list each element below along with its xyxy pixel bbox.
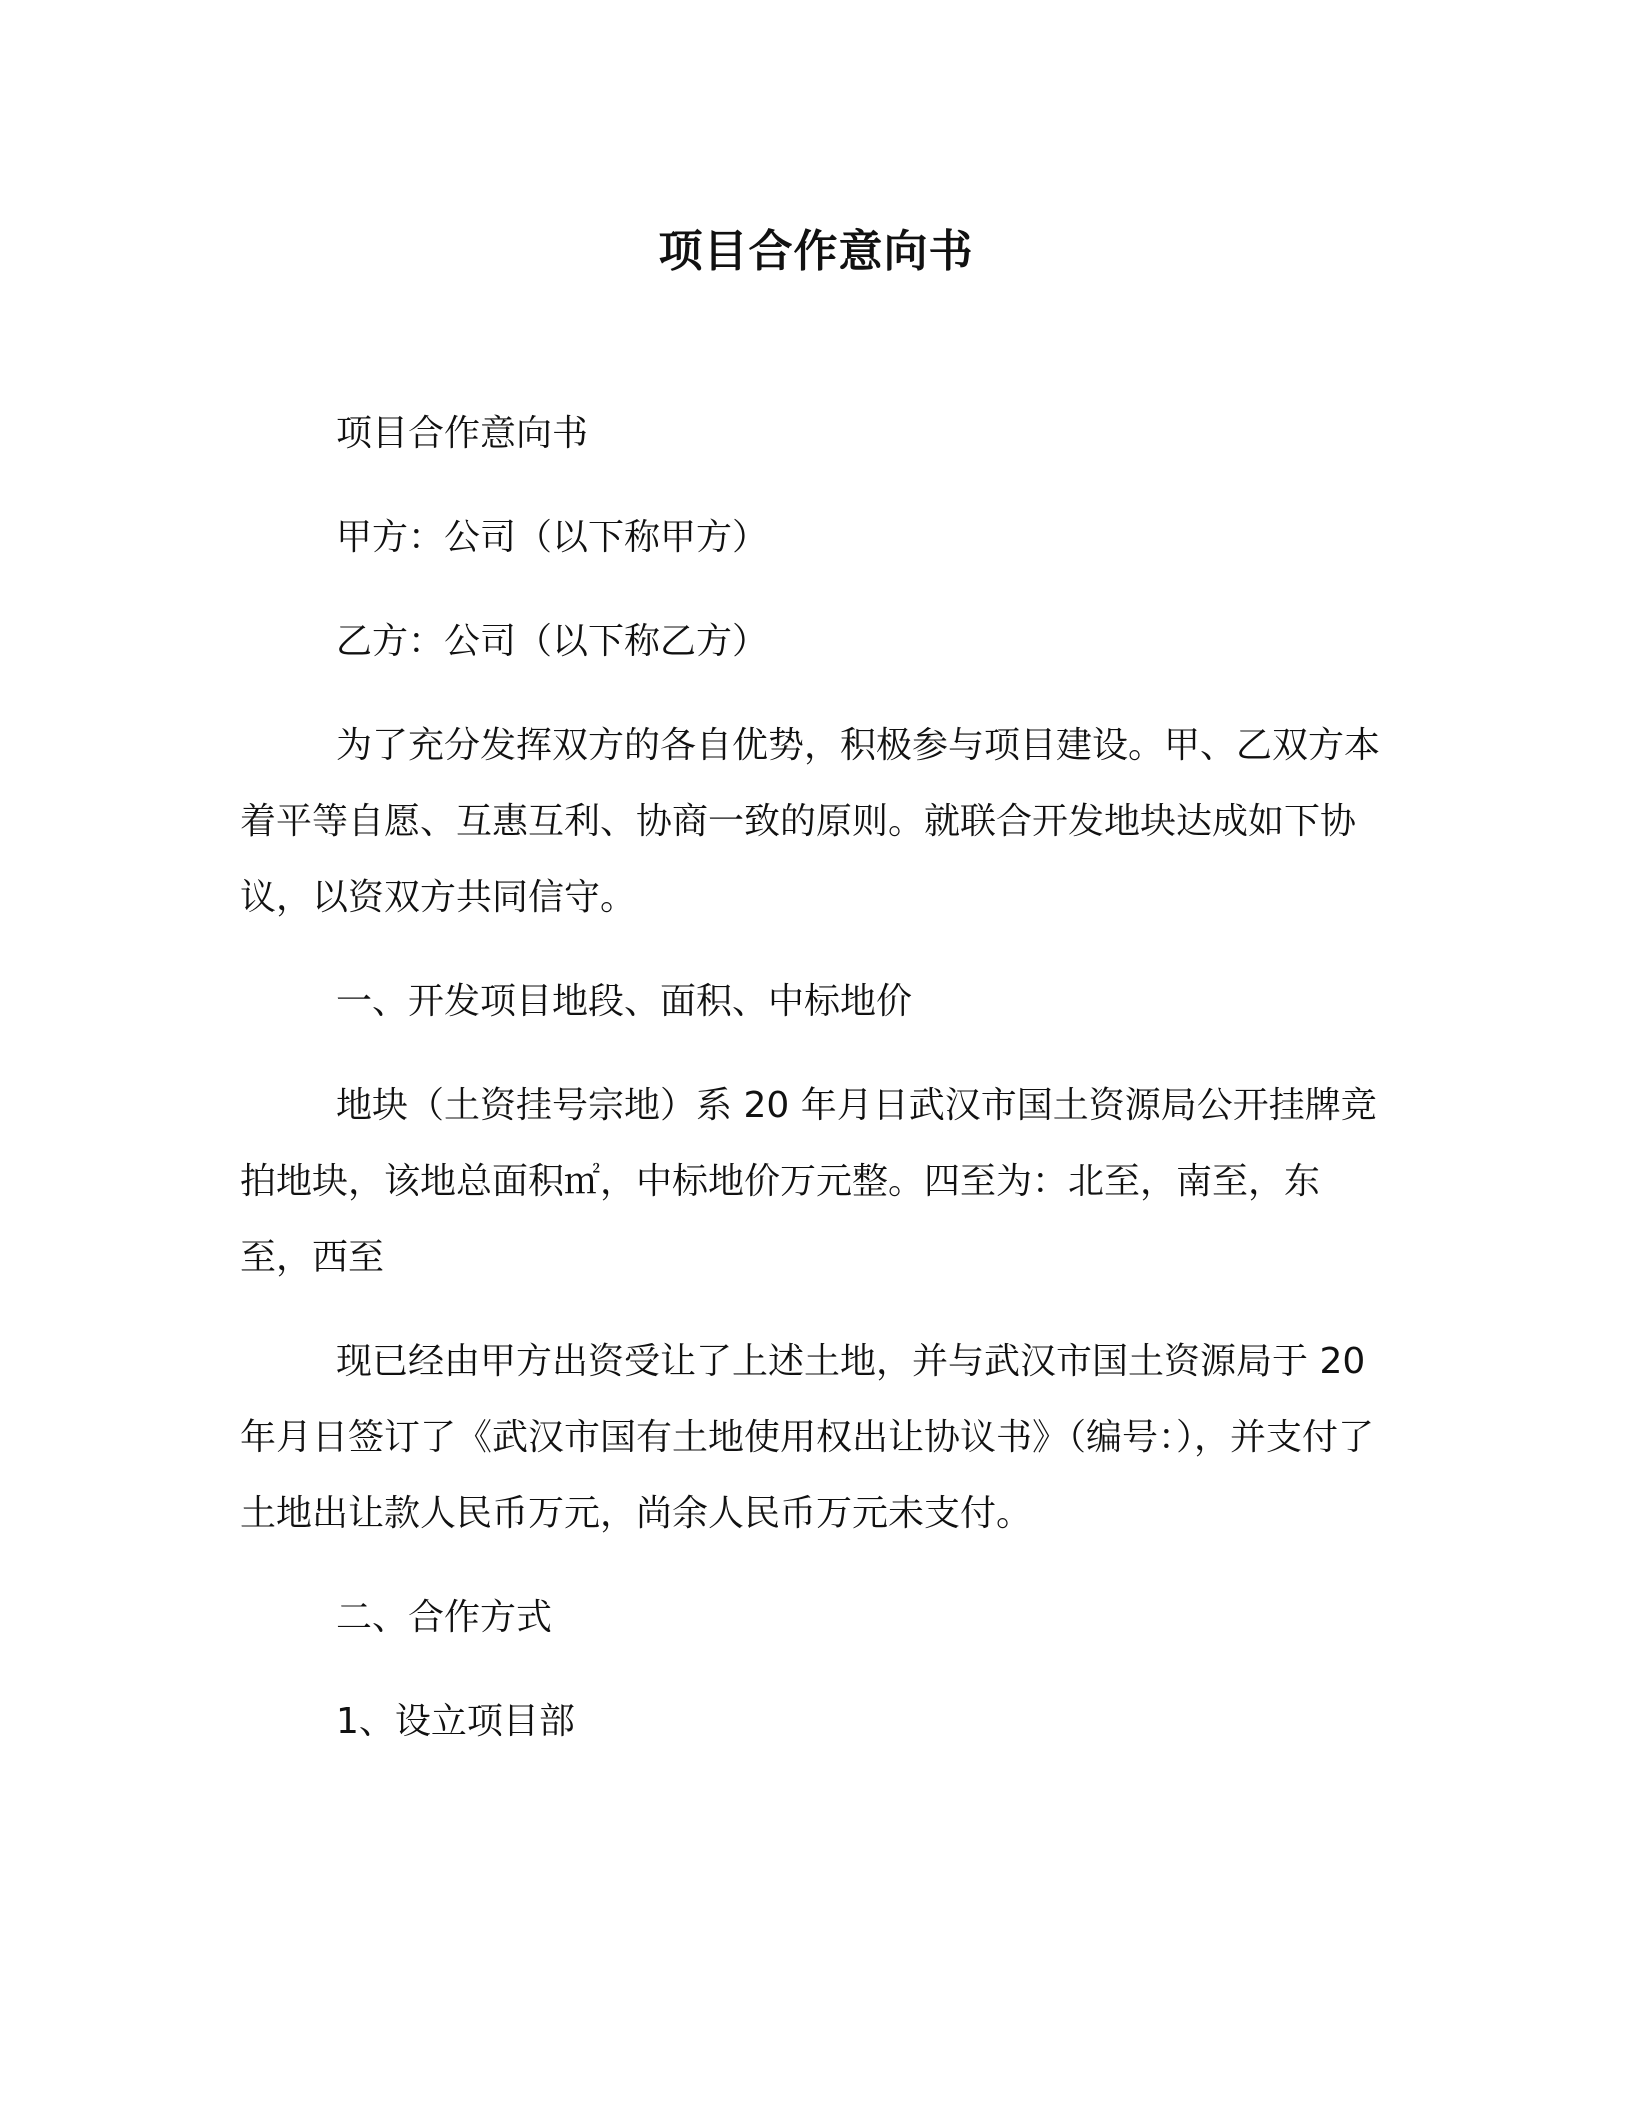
section-heading-2: 二、合作方式 (336, 1597, 553, 1638)
paragraph-land-info: 地块（土资挂号宗地）系 20 年月日武汉市国土资源局公开挂牌竞拍地块，该地总面积㎡，中标地价万元整。四至为：北至，南至，东至，西至 (240, 1085, 1377, 1278)
paragraph-heading: 项目合作意向书 (336, 413, 589, 454)
paragraph-party-b: 乙方：公司（以下称乙方） (336, 621, 769, 662)
paragraph-party-a: 甲方：公司（以下称甲方） (336, 517, 769, 558)
document-title: 项目合作意向书 (658, 226, 974, 277)
paragraph-purpose: 为了充分发挥双方的各自优势，积极参与项目建设。甲、乙双方本着平等自愿、互惠互利、协商一致的原则。就联合开发地块达成如下协议，以资双方共同信守。 (240, 725, 1381, 918)
document-body (240, 396, 1380, 1760)
paragraph-payment-info: 现已经由甲方出资受让了上述土地，并与武汉市国土资源局于 20 年月日签订了《武汉市国有土地使用权出让协议书》（编号：），并支付了土地出让款人民币万元，尚余人民币万元未支付。 (240, 1341, 1377, 1534)
subsection-heading-1: 1、设立项目部 (336, 1701, 575, 1742)
section-heading-1: 一、开发项目地段、面积、中标地价 (336, 981, 913, 1022)
